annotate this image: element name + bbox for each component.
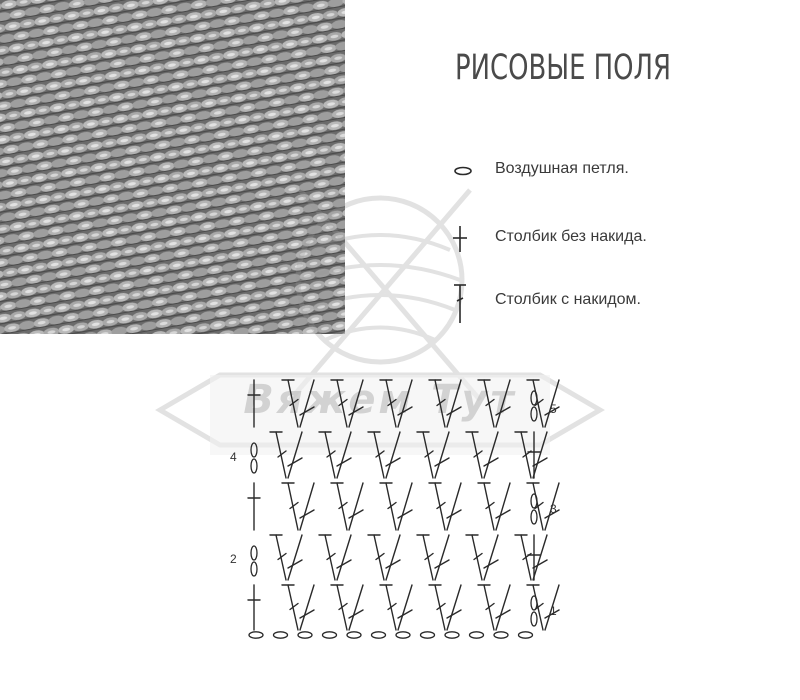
turning-chain (531, 596, 537, 610)
row-label-2: 2 (230, 552, 237, 566)
single-crochet-stitch (288, 535, 302, 580)
single-crochet-stitch (398, 483, 412, 530)
double-crochet-bar (290, 400, 298, 406)
single-crochet-stitch (300, 380, 314, 427)
double-crochet-bar (388, 604, 396, 610)
row-label-1: 1 (550, 604, 557, 618)
turning-chain (531, 510, 537, 524)
single-crochet-stitch (337, 432, 351, 478)
foundation-chain-stitch (298, 632, 312, 638)
foundation-chain-stitch (347, 632, 361, 638)
double-crochet-bar (437, 604, 445, 610)
single-crochet-bar (398, 510, 412, 518)
turning-chain (531, 612, 537, 626)
single-crochet-stitch (435, 535, 449, 580)
single-crochet-bar (398, 610, 412, 618)
turning-chain (531, 494, 537, 508)
single-crochet-bar (496, 610, 510, 618)
single-crochet-stitch (349, 585, 363, 630)
double-crochet-bar (376, 451, 384, 457)
double-crochet-bar (437, 503, 445, 509)
single-crochet-stitch (533, 535, 547, 580)
legend-item-single-crochet (445, 218, 785, 258)
single-crochet-bar (300, 610, 314, 618)
foundation-chain-stitch (323, 632, 337, 638)
single-crochet-bar (398, 407, 412, 415)
turning-chain (251, 562, 257, 576)
double-crochet-bar (376, 554, 384, 560)
double-crochet-bar (486, 604, 494, 610)
single-crochet-bar (337, 560, 351, 568)
single-crochet-stitch (337, 535, 351, 580)
double-crochet-bar (425, 554, 433, 560)
crochet-diagram (228, 375, 568, 645)
single-crochet-bar (288, 458, 302, 466)
single-crochet-stitch (349, 483, 363, 530)
double-crochet-bar (437, 400, 445, 406)
single-crochet-stitch (447, 380, 461, 427)
single-crochet-bar (496, 510, 510, 518)
double-crochet-bar (486, 503, 494, 509)
watermark-text: Вяжем Тут (243, 377, 517, 423)
foundation-chain-stitch (421, 632, 435, 638)
row-label-3: 3 (550, 502, 557, 516)
single-crochet-stitch (300, 585, 314, 630)
foundation-chain-stitch (396, 632, 410, 638)
single-crochet-bar (484, 458, 498, 466)
double-crochet-bar (474, 451, 482, 457)
double-crochet-bar (278, 554, 286, 560)
legend-label-single-crochet: Столбик без накида. (495, 228, 647, 245)
double-crochet-bar (388, 400, 396, 406)
single-crochet-stitch (435, 432, 449, 478)
single-crochet-stitch (496, 483, 510, 530)
single-crochet-bar (349, 610, 363, 618)
single-crochet-bar (496, 407, 510, 415)
foundation-chain-stitch (519, 632, 533, 638)
double-crochet-bar (388, 503, 396, 509)
chain-stitch-icon (445, 150, 481, 190)
single-crochet-bar (533, 560, 547, 568)
turning-chain (251, 546, 257, 560)
double-crochet-bar (474, 554, 482, 560)
single-crochet-bar (435, 560, 449, 568)
foundation-chain-stitch (274, 632, 288, 638)
single-crochet-bar (337, 458, 351, 466)
single-crochet-bar (447, 610, 461, 618)
double-crochet-bar (339, 503, 347, 509)
row-label-5: 5 (550, 402, 557, 416)
single-crochet-bar (386, 458, 400, 466)
foundation-chain-stitch (249, 632, 263, 638)
single-crochet-stitch (484, 432, 498, 478)
double-crochet-bar (339, 604, 347, 610)
legend-label-double-crochet: Столбик с накидом. (495, 291, 641, 308)
single-crochet-bar (533, 458, 547, 466)
single-crochet-stitch (300, 483, 314, 530)
single-crochet-icon (445, 218, 481, 258)
single-crochet-bar (349, 510, 363, 518)
turning-chain (251, 459, 257, 473)
single-crochet-stitch (447, 483, 461, 530)
single-crochet-bar (300, 510, 314, 518)
foundation-chain-stitch (494, 632, 508, 638)
single-crochet-bar (447, 407, 461, 415)
double-crochet-bar (290, 604, 298, 610)
single-crochet-bar (288, 560, 302, 568)
single-crochet-stitch (288, 432, 302, 478)
turning-chain (531, 391, 537, 405)
single-crochet-bar (435, 458, 449, 466)
double-crochet-bar (327, 451, 335, 457)
row-label-4: 4 (230, 450, 237, 464)
double-crochet-bar (278, 451, 286, 457)
legend-item-chain (445, 150, 785, 190)
double-crochet-bar (290, 503, 298, 509)
single-crochet-stitch (386, 535, 400, 580)
single-crochet-bar (447, 510, 461, 518)
foundation-chain-stitch (445, 632, 459, 638)
double-crochet-bar (339, 400, 347, 406)
foundation-chain-stitch (470, 632, 484, 638)
turning-chain (531, 407, 537, 421)
double-crochet-bar (327, 554, 335, 560)
single-crochet-stitch (533, 432, 547, 478)
single-crochet-stitch (496, 585, 510, 630)
single-crochet-bar (386, 560, 400, 568)
double-crochet-icon (445, 281, 481, 329)
single-crochet-bar (349, 407, 363, 415)
double-crochet-bar (486, 400, 494, 406)
single-crochet-stitch (398, 585, 412, 630)
single-crochet-stitch (496, 380, 510, 427)
single-crochet-stitch (386, 432, 400, 478)
single-crochet-bar (484, 560, 498, 568)
single-crochet-stitch (484, 535, 498, 580)
turning-chain (251, 443, 257, 457)
page-title: РИСОВЫЕ ПОЛЯ (455, 48, 672, 88)
foundation-chain-stitch (372, 632, 386, 638)
single-crochet-bar (300, 407, 314, 415)
diagram-symbols (248, 380, 559, 638)
single-crochet-stitch (349, 380, 363, 427)
double-crochet-bar (425, 451, 433, 457)
single-crochet-stitch (447, 585, 461, 630)
single-crochet-stitch (398, 380, 412, 427)
legend-item-double-crochet (445, 281, 785, 321)
legend-label-chain: Воздушная петля. (495, 160, 629, 177)
